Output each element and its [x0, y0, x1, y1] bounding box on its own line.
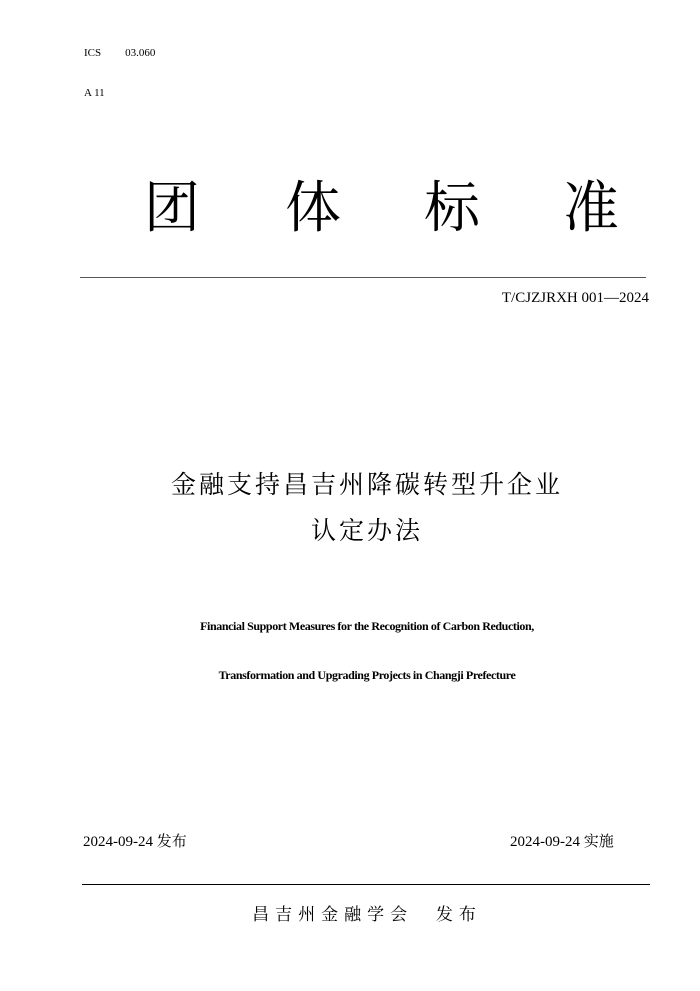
document-title-en-line-1: Financial Support Measures for the Recognition of Carbon Reduction,	[200, 619, 534, 633]
standard-type-char-1: 团	[144, 176, 200, 241]
ics-classification	[84, 47, 155, 59]
implementation-date: 2024-09-24 实施	[510, 834, 614, 850]
header-divider	[80, 277, 646, 278]
footer-divider	[82, 884, 650, 885]
standard-number: T/CJZJRXH 001—2024	[501, 290, 649, 306]
issue-date: 2024-09-24 发布	[83, 834, 187, 850]
document-title-en-line-2: Transformation and Upgrading Projects in Changji Prefecture	[218, 668, 516, 682]
document-title-cn-line-1: 金融支持昌吉州降碳转型升企业	[170, 470, 563, 499]
standard-type-char-4: 准	[563, 176, 619, 241]
document-title-cn-line-2: 认定办法	[310, 516, 423, 545]
ics-label: ICS	[84, 47, 102, 59]
publisher: 昌吉州金融学会 发布	[252, 905, 482, 925]
ics-code: 03.060	[125, 47, 156, 59]
ccs-code: A 11	[84, 87, 105, 99]
standard-type-char-3: 标	[424, 176, 480, 241]
standard-type-char-2: 体	[285, 176, 341, 241]
